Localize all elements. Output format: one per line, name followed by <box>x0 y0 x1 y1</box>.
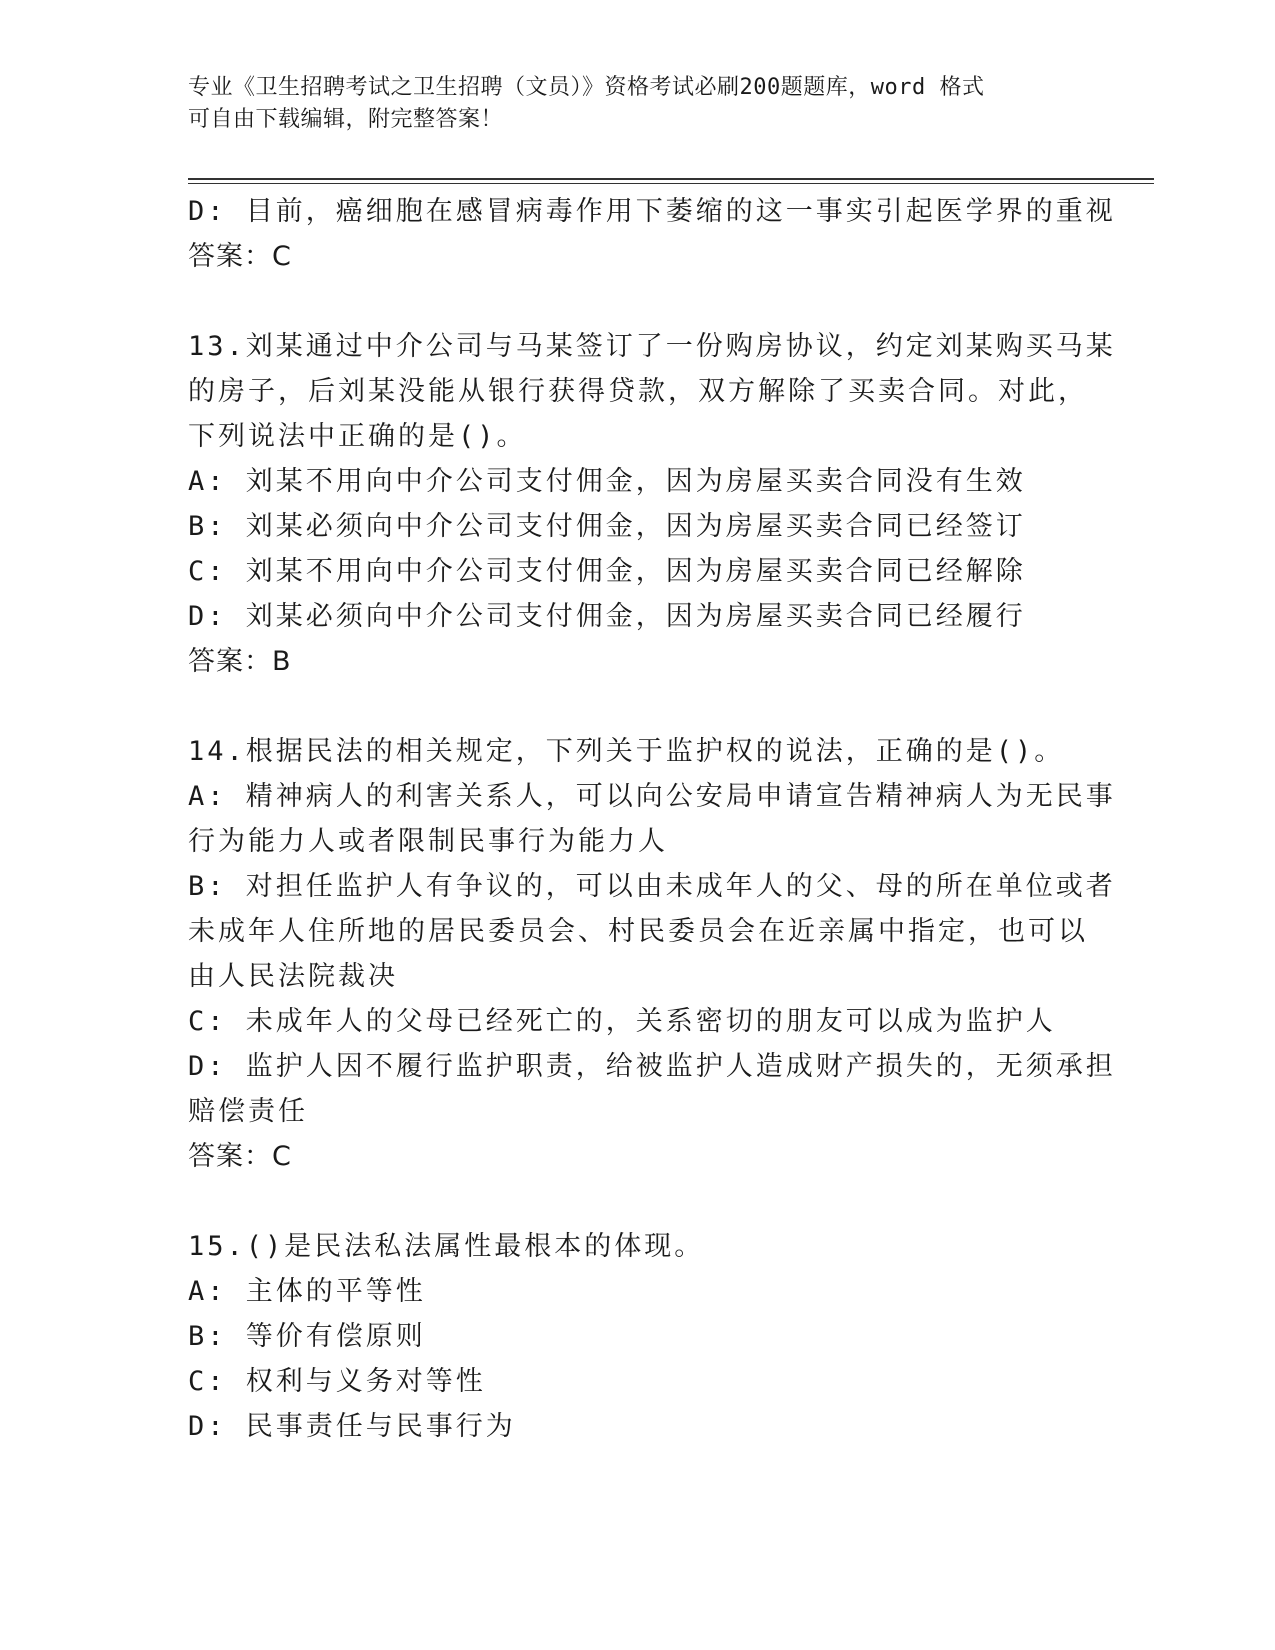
question-13 <box>188 324 1116 684</box>
spacer <box>188 684 1078 729</box>
q14-option-b-line2: 未成年人住所地的居民委员会、村民委员会在近亲属中指定，也可以 <box>188 916 1088 947</box>
q14-option-d-line1: D: 监护人因不履行监护职责，给被监护人造成财产损失的，无须承担 <box>188 1051 1116 1082</box>
question-15 <box>188 1224 1078 1449</box>
spacer <box>188 279 1078 324</box>
q15-option-b: B: 等价有偿原则 <box>188 1321 426 1352</box>
header-title-line2: 可自由下载编辑，附完整答案！ <box>188 107 504 132</box>
q13-option-b: B: 刘某必须向中介公司支付佣金，因为房屋买卖合同已经签订 <box>188 511 1026 542</box>
q15-option-d: D: 民事责任与民事行为 <box>188 1411 516 1442</box>
q14-option-c: C: 未成年人的父母已经死亡的，关系密切的朋友可以成为监护人 <box>188 1006 1056 1037</box>
q14-option-d-line2: 赔偿责任 <box>188 1096 308 1127</box>
q14-option-a-line2: 行为能力人或者限制民事行为能力人 <box>188 826 668 857</box>
q13-option-d: D: 刘某必须向中介公司支付佣金，因为房屋买卖合同已经履行 <box>188 601 1026 632</box>
spacer <box>188 1179 1078 1224</box>
q12-option-d: D: 目前，癌细胞在感冒病毒作用下萎缩的这一事实引起医学界的重视 <box>188 196 1116 227</box>
q13-option-a: A: 刘某不用向中介公司支付佣金，因为房屋买卖合同没有生效 <box>188 466 1026 497</box>
q14-option-a-line1: A: 精神病人的利害关系人，可以向公安局申请宣告精神病人为无民事 <box>188 781 1116 812</box>
q14-option-b-line1: B: 对担任监护人有争议的，可以由未成年人的父、母的所在单位或者 <box>188 871 1116 902</box>
q14-option-b-line3: 由人民法院裁决 <box>188 961 398 992</box>
q14-stem: 14.根据民法的相关规定，下列关于监护权的说法，正确的是()。 <box>188 736 1065 767</box>
question-12-tail <box>188 189 1116 279</box>
header-title-line1: 专业《卫生招聘考试之卫生招聘（文员）》资格考试必刷200题题库，word 格式 <box>188 75 985 100</box>
q13-answer: 答案：B <box>188 646 292 677</box>
q13-stem-line1: 13.刘某通过中介公司与马某签订了一份购房协议，约定刘某购买马某 <box>188 331 1116 362</box>
q13-stem-line2: 的房子，后刘某没能从银行获得贷款，双方解除了买卖合同。对此， <box>188 376 1088 407</box>
header-divider-thick <box>188 178 1154 180</box>
q15-option-c: C: 权利与义务对等性 <box>188 1366 486 1397</box>
page-header <box>188 72 1078 136</box>
q15-option-a: A: 主体的平等性 <box>188 1276 426 1307</box>
q14-answer: 答案：C <box>188 1141 292 1172</box>
q15-stem: 15.()是民法私法属性最根本的体现。 <box>188 1231 705 1262</box>
q12-answer: 答案：C <box>188 241 292 272</box>
document-body <box>188 189 1116 1449</box>
q13-option-c: C: 刘某不用向中介公司支付佣金，因为房屋买卖合同已经解除 <box>188 556 1026 587</box>
header-divider-thin <box>188 183 1154 184</box>
question-14 <box>188 729 1116 1179</box>
q13-stem-line3: 下列说法中正确的是()。 <box>188 421 527 452</box>
